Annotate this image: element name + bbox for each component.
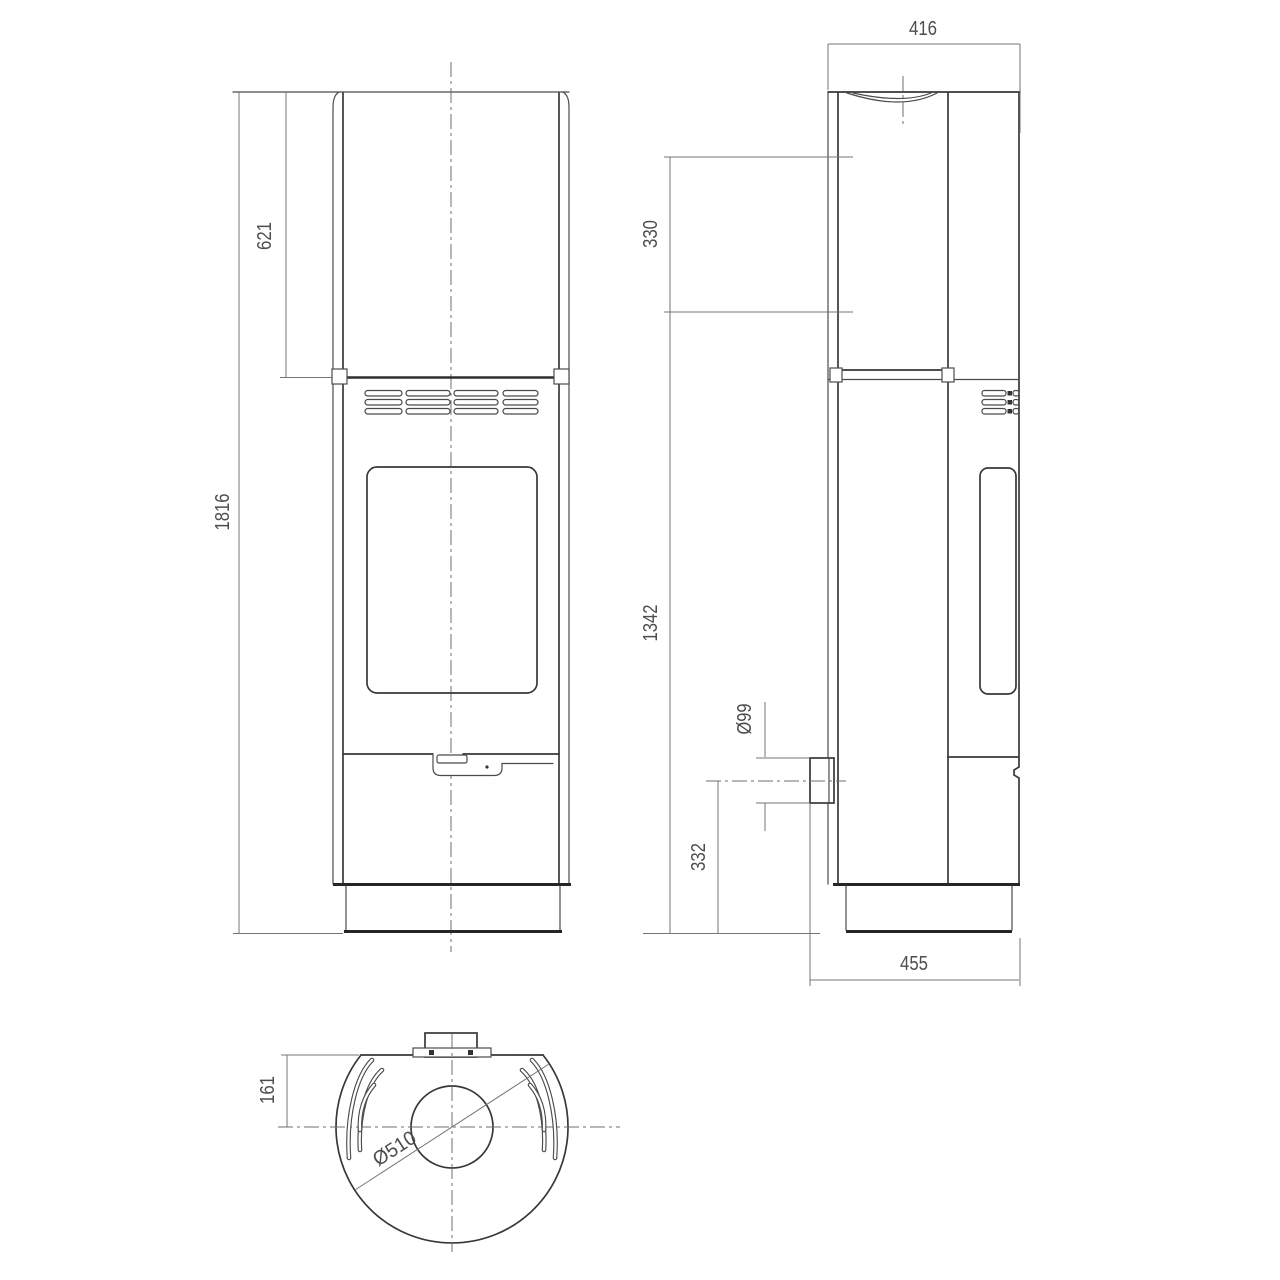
front-dimensions	[212, 92, 343, 934]
side-dimensions	[640, 18, 1020, 986]
front-door-handle	[343, 754, 559, 776]
front-outline	[233, 62, 569, 952]
top-outline	[278, 1033, 620, 1252]
front-view	[212, 62, 571, 952]
top-dimensions	[257, 1055, 549, 1190]
dim-label-body-diameter: Ø510	[369, 1125, 423, 1171]
front-base	[333, 885, 571, 932]
side-outline	[828, 76, 1020, 884]
dim-label-top-depth: 416	[909, 18, 937, 40]
front-glass-door	[367, 467, 537, 693]
side-vent-grille	[982, 391, 1019, 415]
dim-label-flue-offset-top: 330	[640, 214, 662, 248]
side-view	[640, 18, 1020, 986]
side-base	[833, 885, 1020, 932]
dim-label-body-height: 1342	[640, 597, 662, 642]
dim-label-flue-axis-height: 332	[688, 837, 710, 871]
flue-pipe	[706, 758, 846, 803]
front-left-bracket	[332, 369, 347, 384]
dim-label-flat-back-offset: 161	[257, 1070, 279, 1104]
dim-label-base-depth: 455	[900, 953, 928, 975]
dim-label-flue-pipe-diameter: Ø99	[734, 696, 756, 735]
dim-label-overall-height: 1816	[212, 486, 234, 531]
front-right-bracket	[554, 369, 569, 384]
side-back-bracket	[830, 368, 842, 382]
side-glass-panel	[980, 468, 1016, 694]
side-mid-bracket	[942, 368, 954, 382]
top-view	[257, 1033, 620, 1252]
dim-label-upper-section-height: 621	[254, 216, 276, 250]
